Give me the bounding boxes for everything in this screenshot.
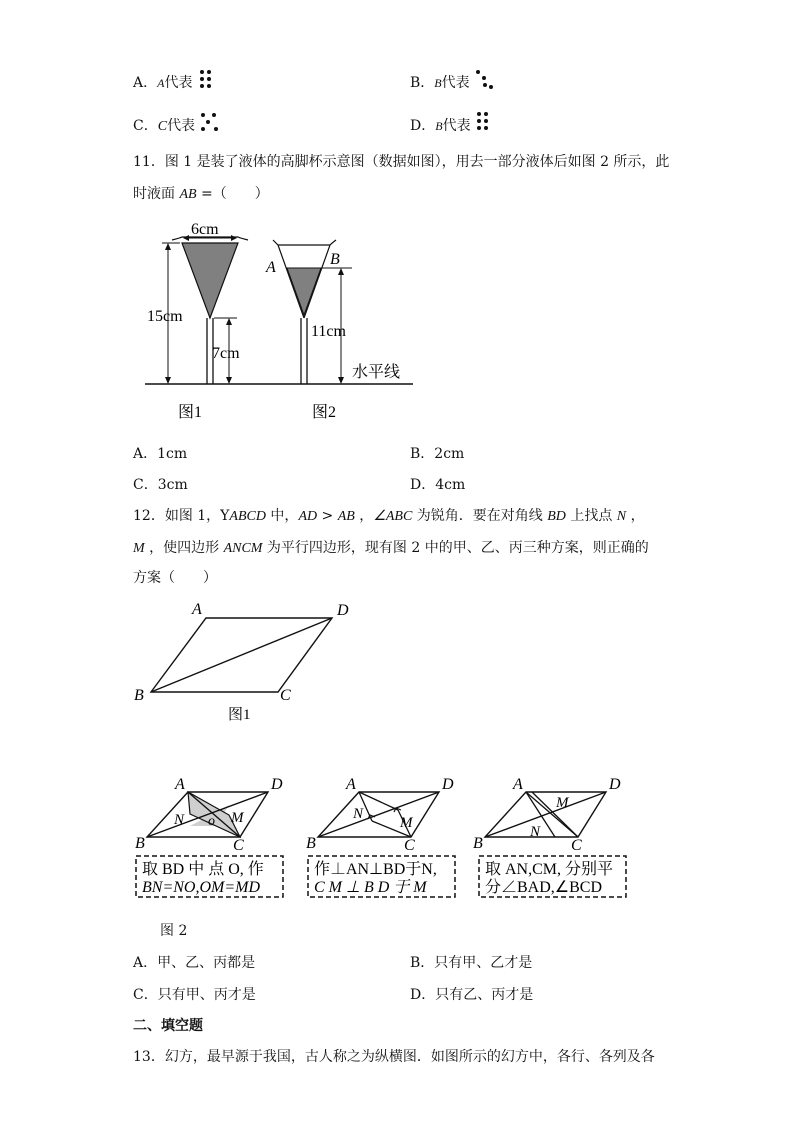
q12-line1: 12．如图 1，YABCD 中，AD > AB ，∠ABC 为锐角．要在对角线 BD 上找点 N ， bbox=[133, 508, 645, 524]
q11-option-b: B．2cm bbox=[410, 446, 465, 462]
svg-text:N: N bbox=[174, 812, 185, 828]
q12-line2: M ，使四边形 ANCM 为平行四边形，现有图 2 中的甲、乙、丙三种方案，则正确的 bbox=[133, 540, 649, 556]
caption-fig2: 图2 bbox=[312, 404, 337, 421]
q11-option-a: A．1cm bbox=[133, 446, 188, 462]
svg-text:D: D bbox=[442, 776, 454, 793]
q11-option-d: D．4cm bbox=[410, 477, 466, 493]
q11-goblet-figure bbox=[140, 215, 420, 425]
dots-pattern-b-icon bbox=[474, 70, 494, 92]
q12-fig2-caption: 图 2 bbox=[160, 923, 188, 939]
svg-text:D: D bbox=[271, 776, 283, 793]
label-6cm: 6cm bbox=[191, 221, 219, 238]
q13-line1: 13．幻方，最早源于我国，古人称之为纵横图．如图所示的幻方中，各行、各列及各 bbox=[133, 1049, 655, 1065]
glass2-liquid bbox=[287, 268, 321, 315]
dots-pattern-c-icon bbox=[200, 112, 220, 134]
caption-fig1: 图1 bbox=[178, 404, 203, 421]
label-a: A bbox=[266, 259, 276, 276]
svg-text:A: A bbox=[346, 776, 356, 793]
svg-text:M: M bbox=[231, 810, 244, 826]
q12-option-a: A．甲、乙、丙都是 bbox=[133, 955, 256, 971]
svg-text:M: M bbox=[400, 815, 413, 831]
svg-text:N: N bbox=[530, 824, 541, 840]
svg-text:D: D bbox=[337, 602, 349, 619]
q10-option-a: A．A代表 bbox=[133, 75, 193, 91]
q12-line3: 方案（ ） bbox=[133, 570, 217, 586]
label-horizon: 水平线 bbox=[352, 364, 401, 381]
svg-text:B: B bbox=[134, 687, 144, 704]
label-15cm: 15cm bbox=[147, 308, 183, 325]
q12-option-c: C．只有甲、丙才是 bbox=[133, 987, 256, 1003]
svg-text:取 AN,CM, 分别平: 取 AN,CM, 分别平 bbox=[485, 861, 614, 878]
dots-pattern-a-icon bbox=[198, 70, 214, 92]
q10-option-c: C．C代表 bbox=[133, 118, 196, 134]
svg-text:C: C bbox=[233, 837, 244, 854]
q12-fig2-schemes bbox=[130, 770, 640, 905]
scheme-bing bbox=[473, 776, 626, 897]
svg-text:B: B bbox=[306, 835, 316, 852]
dots-pattern-d-icon bbox=[475, 112, 491, 134]
q12-option-b: B．只有甲、乙才是 bbox=[410, 955, 533, 971]
label-11cm: 11cm bbox=[311, 323, 346, 340]
q11-line1: 11．图 1 是装了液体的高脚杯示意图（数据如图），用去一部分液体后如图 2 所示，此 bbox=[133, 154, 670, 170]
svg-text:C M ⊥ B D 于 M: C M ⊥ B D 于 M bbox=[314, 879, 427, 896]
svg-text:B: B bbox=[473, 835, 483, 852]
label-7cm: 7cm bbox=[212, 345, 240, 362]
scheme-yi bbox=[306, 776, 455, 897]
svg-text:M: M bbox=[556, 795, 569, 811]
scheme-jia bbox=[135, 776, 283, 897]
svg-text:BN=NO,OM=MD: BN=NO,OM=MD bbox=[142, 879, 261, 896]
svg-text:取 BD 中 点 O, 作: 取 BD 中 点 O, 作 bbox=[142, 861, 264, 878]
q10-option-b: B．B代表 bbox=[410, 75, 470, 91]
q11-option-c: C．3cm bbox=[133, 477, 188, 493]
svg-text:A: A bbox=[175, 776, 185, 793]
svg-text:o: o bbox=[208, 814, 215, 829]
q10-option-d: D．B代表 bbox=[410, 118, 471, 134]
svg-text:B: B bbox=[135, 835, 145, 852]
glass1-liquid bbox=[182, 243, 238, 318]
section-heading: 二、填空题 bbox=[133, 1018, 203, 1034]
svg-text:D: D bbox=[609, 776, 621, 793]
svg-text:作⊥AN⊥BD于N,: 作⊥AN⊥BD于N, bbox=[314, 861, 437, 878]
svg-text:N: N bbox=[353, 806, 364, 822]
svg-text:C: C bbox=[280, 687, 291, 704]
svg-text:A: A bbox=[192, 601, 202, 618]
svg-text:C: C bbox=[404, 837, 415, 854]
svg-text:A: A bbox=[513, 776, 523, 793]
q12-option-d: D．只有乙、丙才是 bbox=[410, 987, 534, 1003]
q11-line2: 时液面 AB =（ ） bbox=[133, 186, 269, 202]
svg-text:图1: 图1 bbox=[228, 707, 251, 723]
svg-text:C: C bbox=[571, 837, 582, 854]
svg-text:分∠BAD,∠BCD: 分∠BAD,∠BCD bbox=[485, 879, 603, 896]
q12-fig1-parallelogram bbox=[130, 597, 360, 727]
label-b: B bbox=[330, 251, 340, 268]
